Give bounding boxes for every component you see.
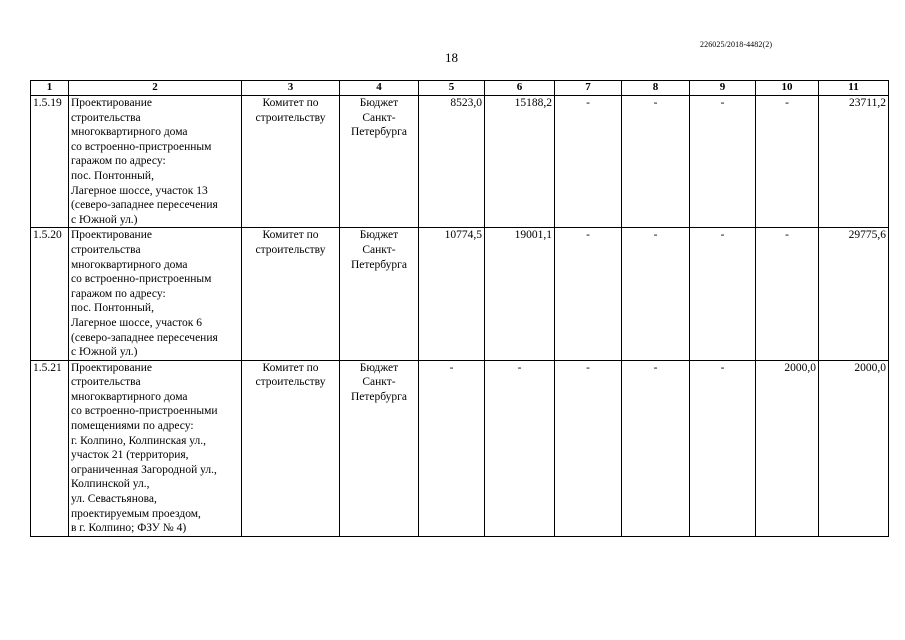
document-id: 226025/2018-4482(2) bbox=[700, 40, 773, 49]
name_lines-line: со встроенно-пристроенным bbox=[71, 140, 212, 153]
name_lines-line: Колпинской ул., bbox=[71, 478, 150, 491]
column-header: 8 bbox=[622, 81, 690, 96]
value-cell: - bbox=[622, 96, 690, 228]
funding-source bbox=[340, 228, 419, 360]
source_lines-line: Бюджет bbox=[359, 361, 399, 374]
value-cell: 2000,0 bbox=[819, 360, 889, 536]
column-header: 5 bbox=[419, 81, 485, 96]
name_lines-line: с Южной ул.) bbox=[71, 346, 138, 359]
source_lines-line: Петербурга bbox=[350, 126, 408, 139]
source_lines-line: Санкт- bbox=[362, 376, 396, 389]
source_lines-line: Санкт- bbox=[362, 243, 396, 256]
value-cell: 8523,0 bbox=[419, 96, 485, 228]
executor_lines-line: строительству bbox=[255, 243, 326, 256]
measure-name bbox=[69, 96, 242, 228]
value-cell: 2000,0 bbox=[756, 360, 819, 536]
column-header: 1 bbox=[31, 81, 69, 96]
name_lines-line: ул. Севастьянова, bbox=[71, 493, 157, 506]
column-header: 11 bbox=[819, 81, 889, 96]
value-cell: - bbox=[555, 228, 622, 360]
name_lines-line: помещениями по адресу: bbox=[71, 420, 194, 433]
name_lines-line: Проектирование bbox=[71, 361, 152, 374]
name_lines-line: г. Колпино, Колпинская ул., bbox=[71, 434, 206, 447]
executor_lines-line: строительству bbox=[255, 376, 326, 389]
value-cell: 19001,1 bbox=[485, 228, 555, 360]
value-cell: - bbox=[485, 360, 555, 536]
value-cell: - bbox=[756, 96, 819, 228]
table-row bbox=[31, 228, 889, 360]
value-cell: - bbox=[622, 360, 690, 536]
executor bbox=[242, 360, 340, 536]
measure-name bbox=[69, 228, 242, 360]
value-cell: - bbox=[555, 360, 622, 536]
value-cell: - bbox=[690, 96, 756, 228]
funding-source bbox=[340, 96, 419, 228]
name_lines-line: гаражом по адресу: bbox=[71, 155, 166, 168]
name_lines-line: со встроенно-пристроенным bbox=[71, 273, 212, 286]
executor_lines-line: строительству bbox=[255, 111, 326, 124]
name_lines-line: пос. Понтонный, bbox=[71, 302, 154, 315]
row-number: 1.5.21 bbox=[31, 360, 69, 536]
name_lines-line: участок 21 (территория, bbox=[71, 449, 189, 462]
column-header: 6 bbox=[485, 81, 555, 96]
source_lines-line: Санкт- bbox=[362, 111, 396, 124]
value-cell: 29775,6 bbox=[819, 228, 889, 360]
name_lines-line: со встроенно-пристроенными bbox=[71, 405, 218, 418]
executor_lines-line: Комитет по bbox=[262, 361, 319, 374]
value-cell: 23711,2 bbox=[819, 96, 889, 228]
column-header: 4 bbox=[340, 81, 419, 96]
source_lines-line: Бюджет bbox=[359, 97, 399, 109]
name_lines-line: строительства bbox=[71, 243, 141, 256]
name_lines-line: (северо-западнее пересечения bbox=[71, 199, 218, 212]
name_lines-line: многоквартирного дома bbox=[71, 390, 188, 403]
executor_lines-line: Комитет по bbox=[262, 229, 319, 242]
budget-table bbox=[30, 80, 889, 537]
page-number: 18 bbox=[445, 50, 458, 65]
name_lines-line: Проектирование bbox=[71, 229, 152, 242]
name_lines-line: с Южной ул.) bbox=[71, 213, 138, 226]
row-number: 1.5.19 bbox=[31, 96, 69, 228]
value-cell: 15188,2 bbox=[485, 96, 555, 228]
measure-name bbox=[69, 360, 242, 536]
executor_lines-line: Комитет по bbox=[262, 97, 319, 109]
executor bbox=[242, 96, 340, 228]
column-header: 3 bbox=[242, 81, 340, 96]
name_lines-line: Лагерное шоссе, участок 6 bbox=[71, 316, 203, 329]
name_lines-line: (северо-западнее пересечения bbox=[71, 331, 218, 344]
funding-source bbox=[340, 360, 419, 536]
table-row bbox=[31, 360, 889, 536]
executor bbox=[242, 228, 340, 360]
column-header: 7 bbox=[555, 81, 622, 96]
name_lines-line: строительства bbox=[71, 111, 141, 124]
table-header-row bbox=[31, 81, 889, 96]
name_lines-line: многоквартирного дома bbox=[71, 126, 188, 139]
name_lines-line: пос. Понтонный, bbox=[71, 169, 154, 182]
value-cell: - bbox=[622, 228, 690, 360]
source_lines-line: Петербурга bbox=[350, 258, 408, 271]
source_lines-line: Петербурга bbox=[350, 390, 408, 403]
column-header: 2 bbox=[69, 81, 242, 96]
name_lines-line: Проектирование bbox=[71, 97, 152, 109]
name_lines-line: в г. Колпино; ФЗУ № 4) bbox=[71, 522, 187, 535]
name_lines-line: многоквартирного дома bbox=[71, 258, 188, 271]
value-cell: - bbox=[555, 96, 622, 228]
name_lines-line: проектируемым проездом, bbox=[71, 507, 201, 520]
name_lines-line: ограниченная Загородной ул., bbox=[71, 463, 217, 476]
value-cell: - bbox=[756, 228, 819, 360]
row-number: 1.5.20 bbox=[31, 228, 69, 360]
name_lines-line: строительства bbox=[71, 376, 141, 389]
value-cell: 10774,5 bbox=[419, 228, 485, 360]
name_lines-line: гаражом по адресу: bbox=[71, 287, 166, 300]
value-cell: - bbox=[690, 360, 756, 536]
column-header: 9 bbox=[690, 81, 756, 96]
value-cell: - bbox=[690, 228, 756, 360]
table-row bbox=[31, 96, 889, 228]
name_lines-line: Лагерное шоссе, участок 13 bbox=[71, 184, 208, 197]
source_lines-line: Бюджет bbox=[359, 229, 399, 242]
column-header: 10 bbox=[756, 81, 819, 96]
value-cell: - bbox=[419, 360, 485, 536]
